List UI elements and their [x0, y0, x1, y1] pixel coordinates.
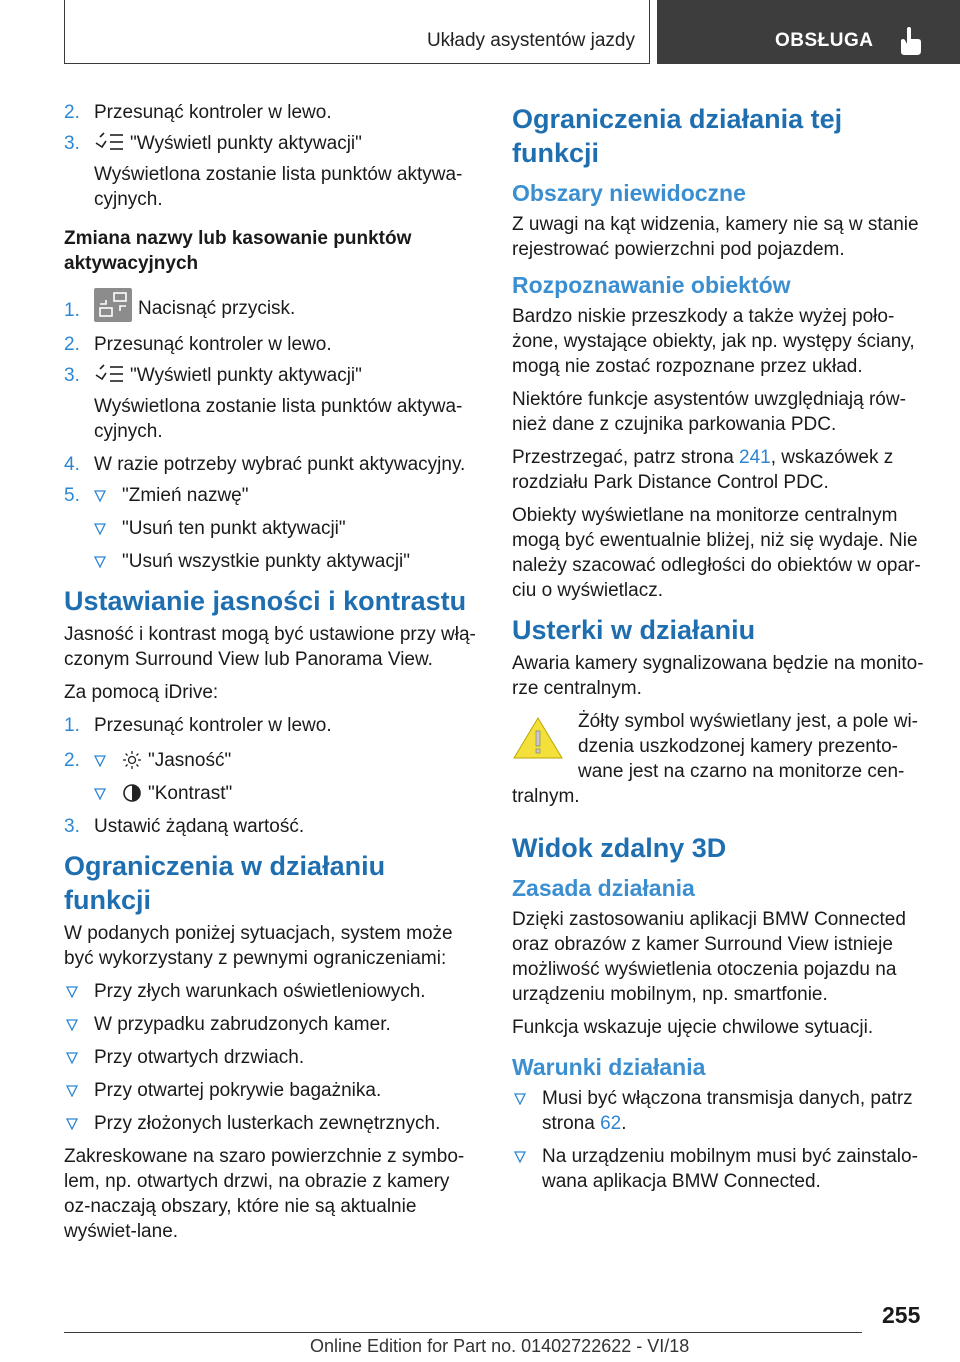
hand-pointer-icon	[897, 26, 923, 56]
paragraph: Za pomocą iDrive:	[64, 682, 219, 703]
warning-triangle-icon	[512, 715, 564, 761]
list-item	[64, 288, 478, 322]
list-item	[64, 131, 478, 156]
triangle-bullet-icon	[94, 523, 106, 535]
heading-brightness: Ustawianie jasności i kontrastu	[64, 586, 467, 616]
bullet-item	[512, 1144, 924, 1194]
list-number: 2.	[64, 334, 80, 355]
bullet-item	[64, 1111, 478, 1136]
paragraph: Obiekty wyświetlane na monitorze centralnym mogą być ewentualnie bliżej, niż się wydaje. Nie należy szacować odległości do obiektów w opar-ciu o wyświetlacz.	[512, 505, 921, 601]
bullet-item	[64, 1045, 478, 1070]
header-tab	[657, 0, 960, 64]
brightness-icon	[122, 750, 142, 770]
option-item	[94, 483, 478, 508]
list-text: "Wyświetl punkty aktywacji"	[130, 133, 362, 154]
contrast-icon	[122, 783, 142, 803]
activation-points-icon	[94, 363, 124, 385]
page-link[interactable]: 62	[600, 1113, 622, 1134]
paragraph: Zakreskowane na szaro powierzchnie z symbo-lem, np. otwartych drzwi, na obrazie z kamery oz-naczają obszary, które nie są aktualnie wyświet-lane.	[64, 1146, 465, 1242]
paragraph: Bardzo niskie przeszkody a także wyżej poło-żone, wystające obiekty, jak np. występy ściany, mogą nie zostać rozpoznane przez układ.	[512, 306, 915, 377]
option-item	[94, 516, 478, 541]
option-text: "Usuń wszystkie punkty aktywacji"	[122, 551, 411, 572]
bullet-text: Przy otwartej pokrywie bagażnika.	[94, 1080, 382, 1101]
activation-points-icon	[94, 131, 124, 153]
list-item	[64, 483, 478, 508]
heading-principle: Zasada działania	[512, 875, 695, 901]
heading-limits: Ograniczenia w działaniu funkcji	[64, 851, 386, 915]
triangle-bullet-icon	[66, 986, 78, 998]
list-number: 1.	[64, 715, 80, 736]
bullet-item	[64, 979, 478, 1004]
warning-note	[512, 709, 924, 784]
warning-text: Żółty symbol wyświetlany jest, a pole wi-dzenia uszkodzonej kamery prezento-wane jest na czarno na monitorze cen-	[578, 711, 918, 782]
bullet-text: Musi być włączona transmisja danych, patrz strona	[542, 1088, 913, 1134]
list-text: Przesunąć kontroler w lewo.	[94, 334, 332, 355]
bullet-item	[64, 1012, 478, 1037]
heading-remote-3d: Widok zdalny 3D	[512, 833, 727, 863]
bullet-text: W przypadku zabrudzonych kamer.	[94, 1014, 391, 1035]
option-text: "Zmień nazwę"	[122, 485, 249, 506]
header-tab-label: OBSŁUGA	[775, 30, 874, 51]
option-text: "Usuń ten punkt aktywacji"	[122, 518, 346, 539]
triangle-bullet-icon	[94, 490, 106, 502]
list-text: Przesunąć kontroler w lewo.	[94, 102, 332, 123]
triangle-bullet-icon	[94, 788, 106, 800]
triangle-bullet-icon	[514, 1093, 526, 1105]
paragraph: Z uwagi na kąt widzenia, kamery nie są w stanie rejestrować powierzchni pod pojazdem.	[512, 214, 919, 260]
list-text: Przesunąć kontroler w lewo.	[94, 715, 332, 736]
option-text: "Kontrast"	[148, 783, 233, 804]
list-number: 1.	[64, 300, 80, 321]
list-item	[64, 814, 478, 839]
heading-invisible-areas: Obszary niewidoczne	[512, 180, 746, 206]
text-run: Przestrzegać, patrz strona	[512, 447, 740, 468]
list-number: 3.	[64, 816, 80, 837]
list-number: 3.	[64, 365, 80, 386]
list-item	[64, 363, 478, 388]
list-activation	[64, 100, 478, 156]
bullet-text: Przy złych warunkach oświetleniowych.	[94, 981, 426, 1002]
triangle-bullet-icon	[66, 1052, 78, 1064]
option-item	[94, 748, 478, 773]
paragraph: Jasność i kontrast mogą być ustawione przy włą-czonym Surround View lub Panorama View.	[64, 624, 476, 670]
right-column	[512, 100, 924, 1202]
camera-button-icon	[94, 288, 132, 322]
list-number: 4.	[64, 454, 80, 475]
list-item	[64, 452, 478, 477]
option-item	[94, 549, 478, 574]
paragraph	[512, 445, 924, 495]
list-text: Nacisnąć przycisk.	[138, 298, 296, 319]
bullet-item	[64, 1078, 478, 1103]
heading-conditions: Warunki działania	[512, 1054, 706, 1080]
triangle-bullet-icon	[66, 1118, 78, 1130]
sub-heading-rename: Zmiana nazwy lub kasowanie punktów aktywacyjnych	[64, 228, 412, 274]
section-title: Układy asystentów jazdy	[426, 30, 635, 51]
paragraph: Awaria kamery sygnalizowana będzie na monito-rze centralnym.	[512, 653, 924, 699]
header-section-box	[64, 0, 650, 64]
option-item	[94, 781, 478, 806]
heading-function-limits: Ograniczenia działania tej funkcji	[512, 104, 843, 168]
list-number: 5.	[64, 485, 80, 506]
list-text: "Wyświetl punkty aktywacji"	[130, 365, 362, 386]
heading-faults: Usterki w działaniu	[512, 615, 756, 645]
footer-rule	[64, 1332, 862, 1333]
bullet-text: Przy otwartych drzwiach.	[94, 1047, 305, 1068]
footer-edition: Online Edition for Part no. 01402722622 - VI/18	[310, 1336, 690, 1356]
list-number: 2.	[64, 750, 80, 771]
bullet-text: .	[621, 1113, 627, 1134]
paragraph: W podanych poniżej sytuacjach, system może być wykorzystany z pewnymi ograniczeniami:	[64, 923, 453, 969]
heading-object-detection: Rozpoznawanie obiektów	[512, 272, 791, 298]
list-number: 2.	[64, 102, 80, 123]
bullet-text: Na urządzeniu mobilnym musi być zainstalo-wana aplikacja BMW Connected.	[542, 1146, 918, 1192]
triangle-bullet-icon	[514, 1151, 526, 1163]
triangle-bullet-icon	[66, 1085, 78, 1097]
list-item	[64, 100, 478, 125]
list-text: W razie potrzeby wybrać punkt aktywacyjny.	[94, 454, 466, 475]
paragraph: Funkcja wskazuje ujęcie chwilowe sytuacji.	[512, 1017, 874, 1038]
paragraph: Dzięki zastosowaniu aplikacji BMW Connected oraz obrazów z kamer Surround View istnieje możliwość wyświetlenia otoczenia pojazdu na urządzeniu mobilnym, np. smartfonie.	[512, 909, 906, 1005]
list-item	[64, 332, 478, 357]
left-column	[64, 100, 478, 1252]
bullet-item	[512, 1086, 924, 1136]
triangle-bullet-icon	[66, 1019, 78, 1031]
warning-text-tail: tralnym.	[512, 786, 580, 807]
page-link[interactable]: 241	[739, 447, 771, 468]
list-continuation: Wyświetlona zostanie lista punktów aktywa-cyjnych.	[94, 164, 463, 210]
list-continuation: Wyświetlona zostanie lista punktów aktywa-cyjnych.	[94, 396, 463, 442]
text-run: , wskazówek z rozdziału Park Distance Control PDC.	[512, 447, 894, 493]
list-item	[64, 748, 478, 773]
list-text: Ustawić żądaną wartość.	[94, 816, 305, 837]
option-text: "Jasność"	[148, 750, 232, 771]
paragraph: Niektóre funkcje asystentów uwzględniają rów-nież dane z czujnika parkowania PDC.	[512, 389, 906, 435]
triangle-bullet-icon	[94, 556, 106, 568]
list-number: 3.	[64, 133, 80, 154]
bullet-text: Przy złożonych lusterkach zewnętrznych.	[94, 1113, 441, 1134]
list-item	[64, 713, 478, 738]
triangle-bullet-icon	[94, 755, 106, 767]
list-rename	[64, 288, 478, 388]
page-number: 255	[882, 1302, 921, 1328]
